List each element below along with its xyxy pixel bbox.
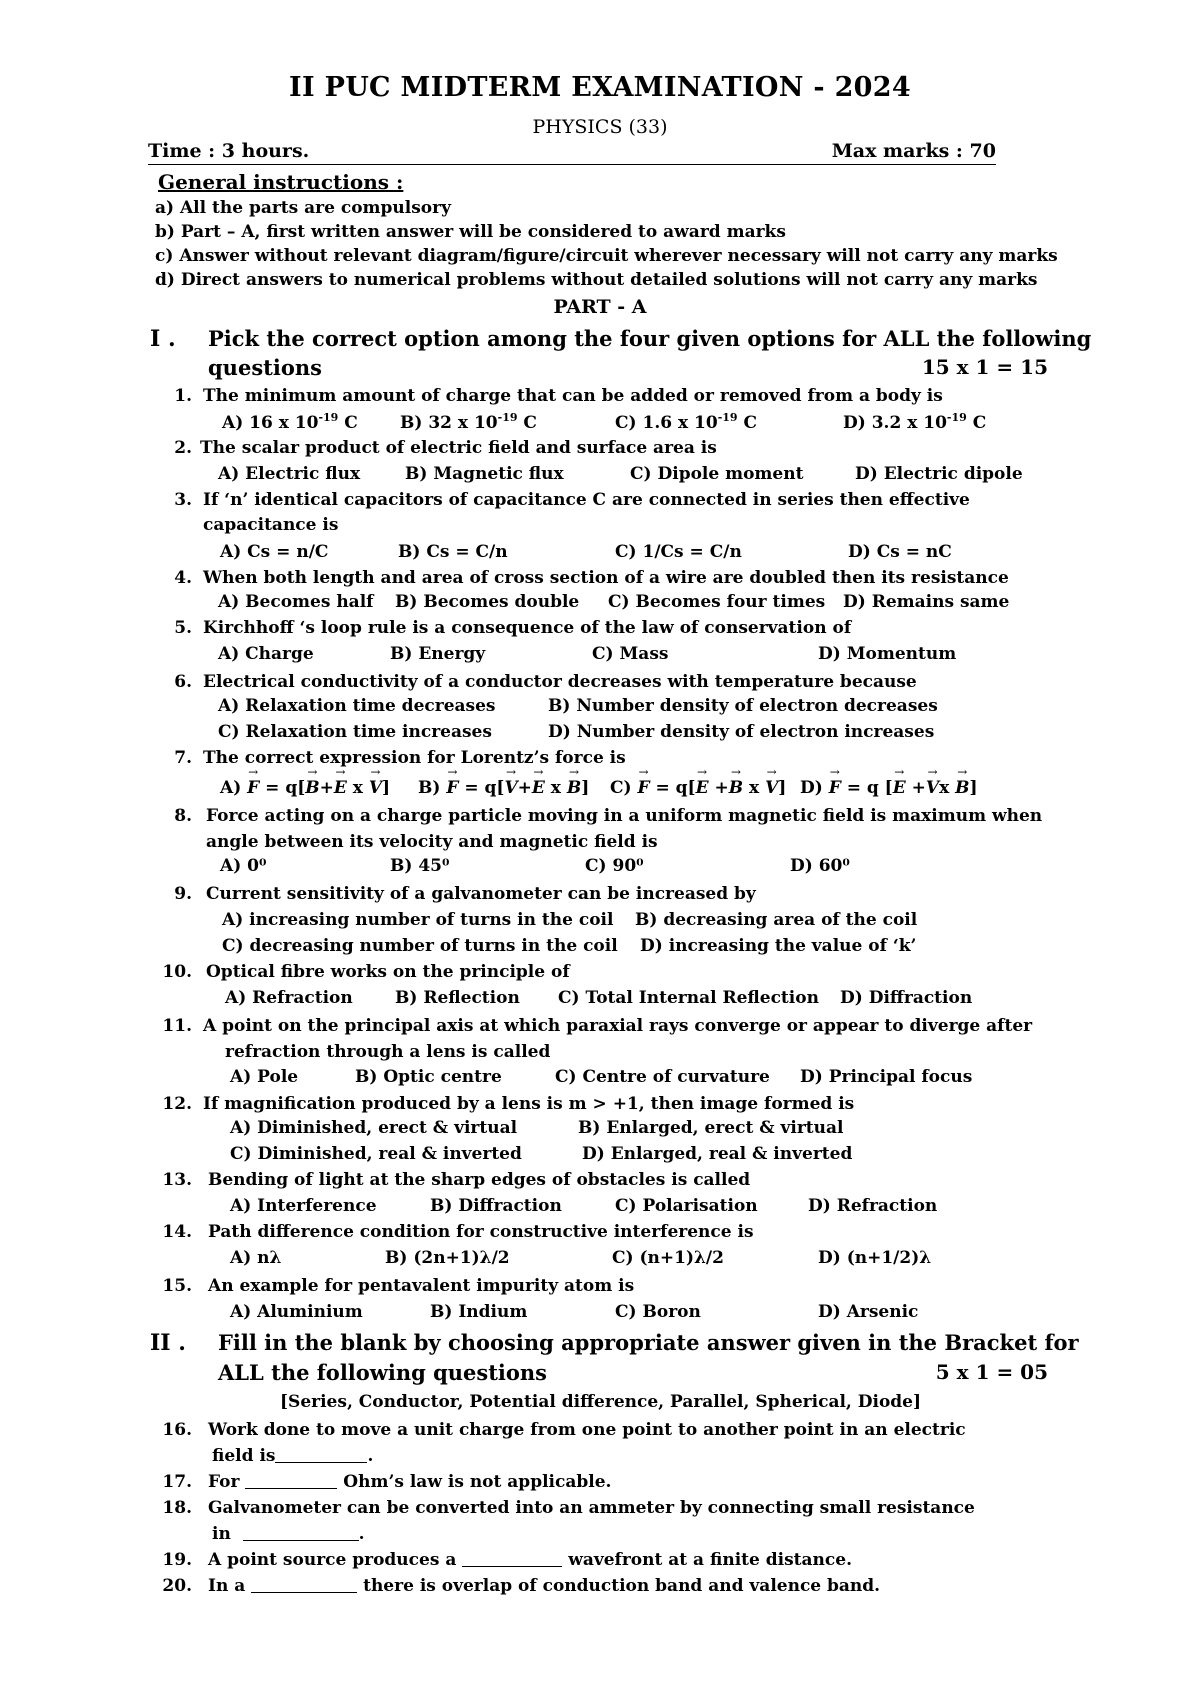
- option: A) increasing number of turns in the coil: [222, 910, 614, 930]
- section-number: II .: [150, 1330, 186, 1356]
- instructions-heading: General instructions :: [158, 170, 404, 194]
- part-heading: PART - A: [553, 296, 647, 318]
- option: D) Cs = nC: [848, 542, 952, 562]
- question-text: An example for pentavalent impurity atom is: [208, 1276, 635, 1296]
- option: C) → F = q[→ E +→ B x → V]: [610, 778, 786, 798]
- option: A) 0⁰: [220, 856, 267, 876]
- question-number: 3.: [174, 490, 192, 510]
- question-number: 16.: [162, 1420, 192, 1440]
- option: C) 1.6 x $10^{-19}$ C: [615, 411, 758, 433]
- question-text: Current sensitivity of a galvanometer can be increased by: [206, 884, 756, 904]
- question-number: 5.: [174, 618, 192, 638]
- option: B) Energy: [390, 644, 486, 664]
- option: A) → F = q[→ B+→ E x → V]: [220, 778, 390, 798]
- instruction-item: a) All the parts are compulsory: [155, 198, 451, 218]
- option: B) Optic centre: [355, 1067, 502, 1087]
- option: D) Refraction: [808, 1196, 938, 1216]
- question-number: 6.: [174, 672, 192, 692]
- option: A) 16 x $10^{-19}$ C: [222, 411, 358, 433]
- section-instruction: Pick the correct option among the four given options for ALL the following: [208, 326, 1092, 351]
- answer-blank: [245, 1474, 337, 1489]
- question-text: Work done to move a unit charge from one point to another point in an electric: [208, 1420, 966, 1440]
- exam-max-marks: Max marks : 70: [831, 140, 996, 162]
- question-number: 1.: [174, 386, 192, 406]
- option: C) Diminished, real & inverted: [230, 1144, 522, 1164]
- option: B) decreasing area of the coil: [635, 910, 918, 930]
- option: D) Number density of electron increases: [548, 722, 935, 742]
- question-number: 10.: [162, 962, 192, 982]
- option: A) Diminished, erect & virtual: [230, 1118, 518, 1138]
- question-text: For Ohm’s law is not applicable.: [208, 1472, 612, 1492]
- option: A) nλ: [230, 1248, 282, 1268]
- question-text: If magnification produced by a lens is m > +1, then image formed is: [203, 1094, 855, 1114]
- exam-time: Time : 3 hours.: [148, 140, 310, 162]
- section-number: I .: [150, 326, 176, 352]
- option: B) Cs = C/n: [398, 542, 508, 562]
- question-number: 15.: [162, 1276, 192, 1296]
- answer-blank: [251, 1578, 357, 1593]
- option: A) Pole: [230, 1067, 299, 1087]
- option: D) → F = q [→ E +→ Vx → B]: [800, 778, 978, 798]
- question-text: In a there is overlap of conduction band and valence band.: [208, 1576, 881, 1596]
- question-number: 4.: [174, 568, 192, 588]
- answer-blank: [462, 1552, 562, 1567]
- option: C) Centre of curvature: [555, 1067, 770, 1087]
- option: B) Diffraction: [430, 1196, 562, 1216]
- question-text: The minimum amount of charge that can be added or removed from a body is: [203, 386, 943, 406]
- question-number: 18.: [162, 1498, 192, 1518]
- option: A) Charge: [218, 644, 314, 664]
- option: C) Boron: [615, 1302, 701, 1322]
- option: C) Mass: [592, 644, 669, 664]
- option: A) Relaxation time decreases: [218, 696, 496, 716]
- option: A) Becomes half: [218, 592, 374, 612]
- section-instruction: questions: [208, 355, 322, 380]
- option: B) Magnetic flux: [405, 464, 564, 484]
- option: B) Becomes double: [395, 592, 580, 612]
- option: B) 32 x $10^{-19}$ C: [400, 411, 537, 433]
- question-text: refraction through a lens is called: [225, 1042, 551, 1062]
- question-number: 11.: [162, 1016, 192, 1036]
- option: C) 1/Cs = C/n: [615, 542, 742, 562]
- option: D) (n+1/2)λ: [818, 1248, 932, 1268]
- option: D) Arsenic: [818, 1302, 919, 1322]
- question-text: in .: [212, 1524, 365, 1544]
- question-text: A point source produces a wavefront at a finite distance.: [208, 1550, 852, 1570]
- option: C) Polarisation: [615, 1196, 758, 1216]
- question-text: When both length and area of cross section of a wire are doubled then its resistance: [203, 568, 1009, 588]
- question-text: Path difference condition for constructive interference is: [208, 1222, 754, 1242]
- option: D) 3.2 x $10^{-19}$ C: [843, 411, 987, 433]
- option: C) Becomes four times: [608, 592, 826, 612]
- instruction-item: c) Answer without relevant diagram/figure/circuit wherever necessary will not carry any marks: [155, 246, 1058, 266]
- option: C) decreasing number of turns in the coil: [222, 936, 618, 956]
- question-number: 7.: [174, 748, 192, 768]
- option: B) → F = q[→ V+→ E x → B]: [418, 778, 589, 798]
- option: A) Refraction: [225, 988, 353, 1008]
- answer-blank: [243, 1526, 359, 1541]
- option: B) Reflection: [395, 988, 520, 1008]
- option: D) Remains same: [843, 592, 1010, 612]
- section-marks: 5 x 1 = 05: [935, 1360, 1048, 1384]
- question-text: Electrical conductivity of a conductor decreases with temperature because: [203, 672, 917, 692]
- question-text: angle between its velocity and magnetic field is: [206, 832, 658, 852]
- section-instruction: ALL the following questions: [218, 1360, 548, 1385]
- option: D) increasing the value of ‘k’: [640, 936, 917, 956]
- option: C) Relaxation time increases: [218, 722, 492, 742]
- question-number: 19.: [162, 1550, 192, 1570]
- question-number: 13.: [162, 1170, 192, 1190]
- question-number: 12.: [162, 1094, 192, 1114]
- exam-subject: PHYSICS (33): [532, 116, 668, 138]
- question-text: The scalar product of electric field and surface area is: [200, 438, 717, 458]
- question-number: 8.: [174, 806, 192, 826]
- question-number: 2.: [174, 438, 192, 458]
- question-number: 20.: [162, 1576, 192, 1596]
- option: B) 45⁰: [390, 856, 450, 876]
- exam-meta-line: [148, 140, 996, 165]
- section-marks: 15 x 1 = 15: [921, 355, 1048, 379]
- question-number: 17.: [162, 1472, 192, 1492]
- option: C) Dipole moment: [630, 464, 804, 484]
- instruction-item: d) Direct answers to numerical problems without detailed solutions will not carry any marks: [155, 270, 1038, 290]
- option: B) Indium: [430, 1302, 528, 1322]
- question-text: A point on the principal axis at which paraxial rays converge or appear to diverge after: [203, 1016, 1033, 1036]
- option: D) Diffraction: [840, 988, 973, 1008]
- option: A) Electric flux: [218, 464, 361, 484]
- answer-blank: [275, 1448, 367, 1463]
- option: A) Aluminium: [230, 1302, 363, 1322]
- option: C) Total Internal Reflection: [558, 988, 819, 1008]
- option: D) Momentum: [818, 644, 957, 664]
- option: D) 60⁰: [790, 856, 850, 876]
- answer-bracket: [Series, Conductor, Potential difference, Parallel, Spherical, Diode]: [280, 1392, 922, 1412]
- option: B) (2n+1)λ/2: [385, 1248, 510, 1268]
- option: B) Enlarged, erect & virtual: [578, 1118, 844, 1138]
- question-text: capacitance is: [203, 515, 339, 535]
- option: D) Principal focus: [800, 1067, 973, 1087]
- question-text: Kirchhoff ‘s loop rule is a consequence of the law of conservation of: [203, 618, 852, 638]
- option: A) Interference: [230, 1196, 377, 1216]
- option: C) (n+1)λ/2: [612, 1248, 724, 1268]
- question-text: field is .: [212, 1446, 374, 1466]
- option: D) Enlarged, real & inverted: [582, 1144, 853, 1164]
- question-number: 9.: [174, 884, 192, 904]
- question-text: Force acting on a charge particle moving in a uniform magnetic field is maximum when: [206, 806, 1043, 826]
- option: A) Cs = n/C: [220, 542, 329, 562]
- option: C) 90⁰: [585, 856, 644, 876]
- exam-title: II PUC MIDTERM EXAMINATION - 2024: [289, 72, 911, 103]
- option: D) Electric dipole: [855, 464, 1023, 484]
- question-text: If ‘n’ identical capacitors of capacitance C are connected in series then effective: [203, 490, 970, 510]
- question-text: Optical fibre works on the principle of: [206, 962, 570, 982]
- section-instruction: Fill in the blank by choosing appropriate answer given in the Bracket for: [218, 1330, 1079, 1355]
- question-text: Galvanometer can be converted into an ammeter by connecting small resistance: [208, 1498, 975, 1518]
- instruction-item: b) Part – A, first written answer will be considered to award marks: [155, 222, 786, 242]
- question-text: Bending of light at the sharp edges of obstacles is called: [208, 1170, 751, 1190]
- question-number: 14.: [162, 1222, 192, 1242]
- question-text: The correct expression for Lorentz’s force is: [203, 748, 626, 768]
- option: B) Number density of electron decreases: [548, 696, 938, 716]
